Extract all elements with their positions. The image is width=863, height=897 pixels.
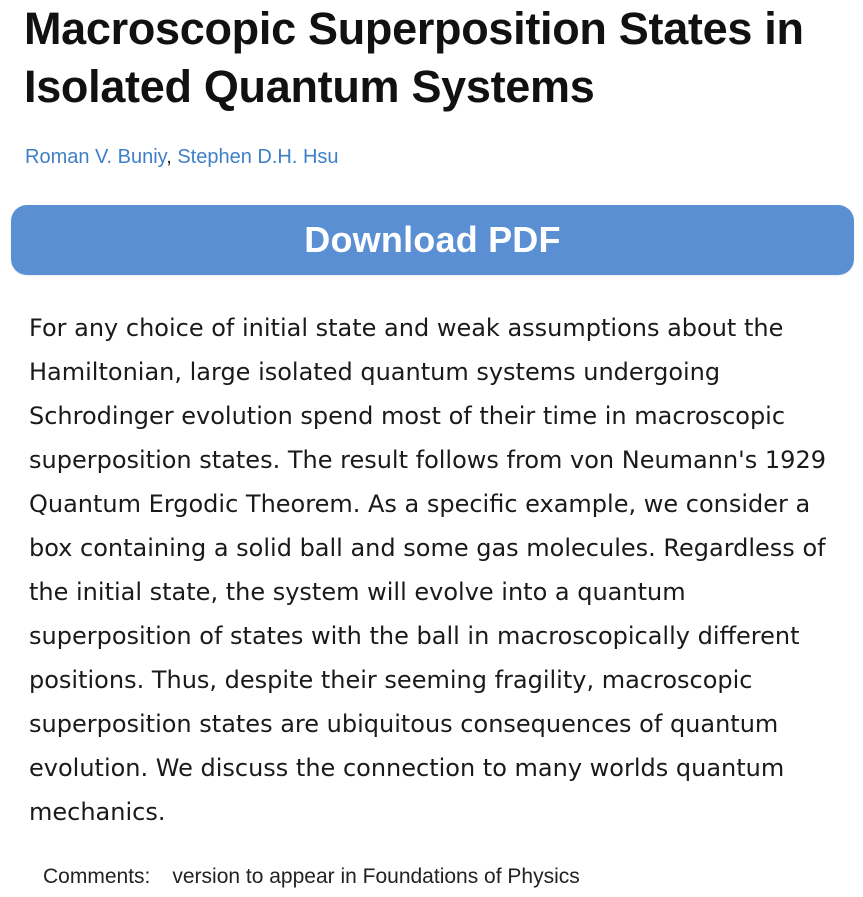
download-pdf-label: Download PDF bbox=[304, 219, 561, 260]
comments-row bbox=[43, 862, 580, 892]
comments-value: version to appear in Foundations of Physics bbox=[172, 865, 580, 888]
paper-title: Macroscopic Superposition States in Isolated Quantum Systems bbox=[24, 3, 804, 112]
abstract-text: For any choice of initial state and weak assumptions about the Hamiltonian, large isolated quantum systems undergoing Schrodinger evolution spend most of their time in macroscopic superposition states. The result follows from von Neumann's 1929 Quantum Ergodic Theorem. As a specific example, we consider a box containing a solid ball and some gas molecules. Regardless of the initial state, the system will evolve into a quantum superposition of states with the ball in macroscopically different positions. Thus, despite their seeming fragility, macroscopic superposition states are ubiquitous consequences of quantum evolution. We discuss the connection to many worlds quantum mechanics. bbox=[29, 314, 826, 826]
author-separator: , bbox=[166, 146, 178, 168]
comments-label: Comments: bbox=[43, 865, 151, 888]
author-link-buniy[interactable]: Roman V. Buniy bbox=[25, 146, 167, 168]
download-pdf-button[interactable] bbox=[11, 205, 854, 275]
author-link-hsu[interactable]: Stephen D.H. Hsu bbox=[177, 146, 339, 168]
author-list bbox=[25, 144, 339, 170]
